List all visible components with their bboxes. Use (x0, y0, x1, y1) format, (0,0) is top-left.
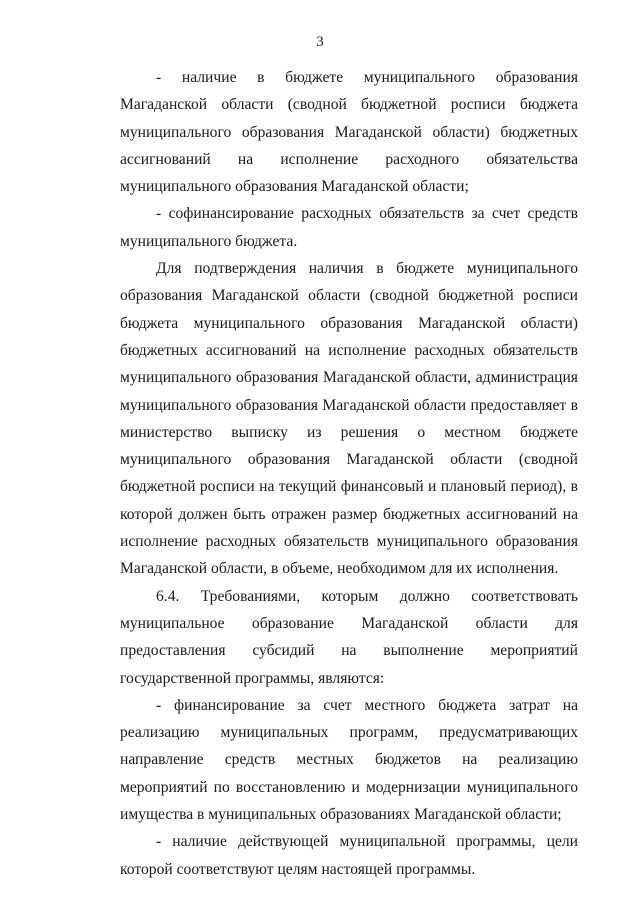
paragraph-requirements-6-4: 6.4. Требованиями, которым должно соответствовать муниципальное образование Магаданской области для предоставления субсидий на выполнение мероприятий государственной программы, являются: (120, 587, 578, 687)
paragraph-municipal-program: - наличие действующей муниципальной программы, цели которой соответствуют целям настоящей программы. (120, 833, 578, 878)
paragraph-cofinancing: - софинансирование расходных обязательств за счет средств муниципального бюджета. (120, 205, 578, 250)
paragraph-budget-availability: - наличие в бюджете муниципального образования Магаданской области (сводной бюджетной росписи бюджета муниципального образования Магаданской области) бюджетных ассигнований на исполнение расходного обязательства муниципального образования Магаданской области; (120, 69, 578, 196)
paragraph-confirmation: Для подтверждения наличия в бюджете муниципального образования Магаданской области (сводной бюджетной росписи бюджета муниципального образования Магаданской области) бюджетных ассигнований на исполнение расходных обязательств муниципального образования Магаданской области, администрация муниципального образования Магаданской области предоставляет в министерство выписку из решения о местном бюджете муниципального образования Магаданской области (сводной бюджетной росписи на текущий финансовый и плановый период), в которой должен быть отражен размер бюджетных ассигнований на исполнение расходных обязательств муниципального образования Магаданской области, в объеме, необходимом для их исполнения. (120, 260, 578, 578)
document-body (120, 64, 578, 883)
page-number: 3 (316, 34, 324, 50)
paragraph-local-financing: - финансирование за счет местного бюджета затрат на реализацию муниципальных программ, предусматривающих направление средств местных бюджетов на реализацию мероприятий по восстановлению и модернизации муниципального имущества в муниципальных образованиях Магаданской области; (120, 696, 578, 824)
